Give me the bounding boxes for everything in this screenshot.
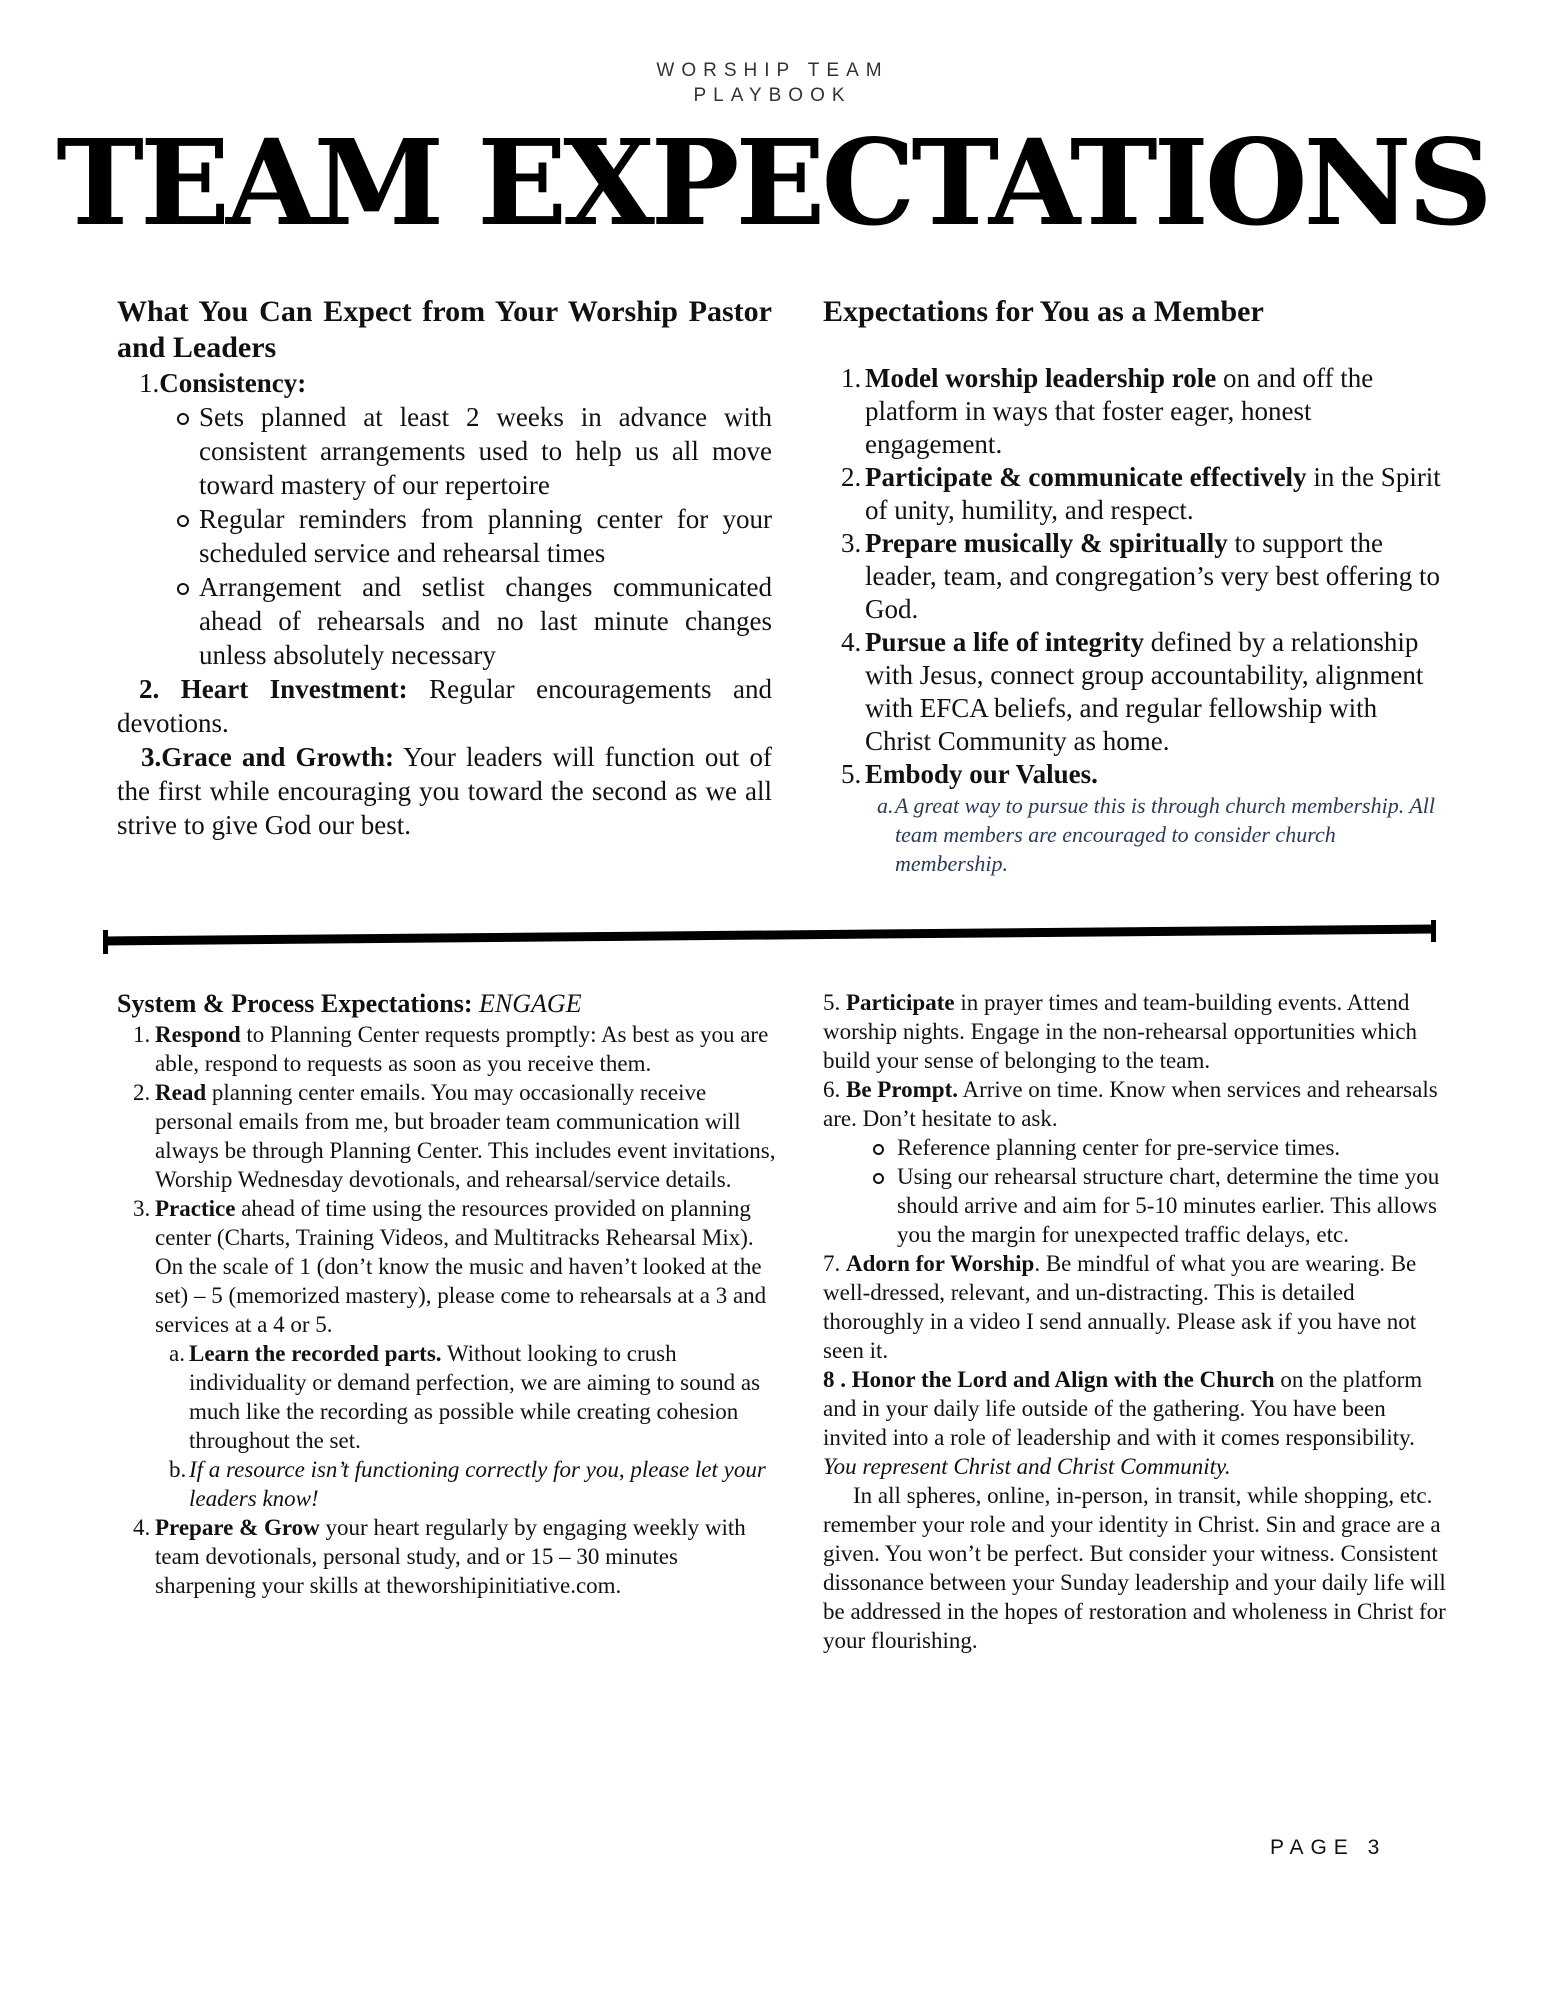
member-conduct-section [823,988,1448,1655]
bullet-item: Arrangement and setlist changes communicated ahead of rehearsals and no last minute changes unless absolutely necessary [117,570,772,672]
bullet-item: Sets planned at least 2 weeks in advance with consistent arrangements used to help us all move toward mastery of our repertoire [117,400,772,502]
list-item: 2. Participate & communicate effectively in the Spirit of unity, humility, and respect. [841,462,1441,525]
section-divider [103,920,1436,960]
list-item: 1. Respond to Planning Center requests promptly: As best as you are able, respond to requests as soon as you receive them. [133,1022,769,1076]
item-number: 3. [141,742,162,772]
list-item-heart-investment [117,672,772,740]
paragraph-spheres: In all spheres, online, in-person, in transit, while shopping, etc. remember your role and your identity in Christ. Sin and grace are a given. You won’t be perfect. But consider your witness. Consistent dissonance between your Sunday leadership and your daily life will be addressed in the hopes of restoration and wholeness in Christ for your flourishing. [823,1483,1446,1653]
list-item-consistency [117,366,772,400]
item-text: Regular encouragements and devotions. [117,674,772,738]
list-item: 3. Prepare musically & spiritually to support the leader, team, and congregation’s very best offering to God. [841,528,1440,624]
item-text: Your leaders will function out of the first while encouraging you toward the second as we all strive to give God our best. [117,742,772,840]
list-item: 1. Model worship leadership role on and off the platform in ways that foster eager, honest engagement. [841,363,1374,459]
playbook-header [0,58,1545,108]
bullet-item: Reference planning center for pre-service times. [823,1133,1448,1162]
page-number: PAGE 3 [1270,1836,1387,1859]
consistency-bullets [117,400,772,672]
header-line-2: PLAYBOOK [693,85,852,106]
list-item: 3. Practice ahead of time using the resources provided on planning center (Charts, Training Videos, and Multitracks Rehearsal Mix). On the scale of 1 (don’t know the music and haven’t looked at the set) – 5 (memorized mastery), please come to rehearsals at a 3 and services at a 4 or 5. [133,1196,767,1337]
paragraph-adorn: 7. Adorn for Worship. Be mindful of what you are wearing. Be well-dressed, relevant, and un-distracting. This is detailed thoroughly in a video I send annually. Please ask if you have not seen it. [823,1251,1417,1363]
prompt-bullets [823,1133,1448,1249]
bullet-item: Using our rehearsal structure chart, determine the time you should arrive and aim for 5-10 minutes earlier. This allows you the margin for unexpected traffic delays, etc. [823,1162,1448,1249]
section-heading: System & Process Expectations: ENGAGE [117,989,582,1018]
leader-expectations-section [117,294,772,842]
list-item: 4. Prepare & Grow your heart regularly by engaging weekly with team devotionals, personal study, and or 15 – 30 minutes sharpening your skills at theworshipinitiative.com. [133,1515,746,1598]
sub-list-item: b. If a resource isn’t functioning correctly for you, please let your leaders know! [169,1457,766,1511]
item-label: Heart Investment: [180,674,408,704]
list-item: 5. Embody our Values. [841,759,1098,789]
section-heading: Expectations for You as a Member [823,295,1264,328]
system-process-section [117,988,782,1600]
page-title: TEAM EXPECTATIONS [56,113,1489,252]
item-number: 2. [139,674,160,704]
header-line-1: WORSHIP TEAM [656,60,889,81]
paragraph-be-prompt: 6. Be Prompt. Arrive on time. Know when services and rehearsals are. Don’t hesitate to ask. [823,1077,1438,1131]
member-expectations-section [823,294,1443,878]
list-item: 2. Read planning center emails. You may occasionally receive personal emails from me, but broader team communication will always be through Planning Center. This includes event invitations, Worship Wednesday devotionals, and rehearsal/service details. [133,1080,776,1192]
list-item-grace-growth [117,740,772,842]
item-label: Grace and Growth: [161,742,394,772]
paragraph-honor: 8 . Honor the Lord and Align with the Church on the platform and in your daily life outside of the gathering. You have been invited into a role of leadership and with it comes responsibility. You represent Christ and Christ Community. [823,1367,1423,1479]
section-heading: What You Can Expect from Your Worship Pastor and Leaders [117,295,772,364]
bullet-item: Regular reminders from planning center for your scheduled service and rehearsal times [117,502,772,570]
item-number: 1. [139,368,160,398]
list-item: 4. Pursue a life of integrity defined by a relationship with Jesus, connect group accountability, alignment with EFCA beliefs, and regular fellowship with Christ Community as home. [841,627,1424,756]
sub-list-item-membership: a. A great way to pursue this is through church membership. All team members are encouraged to consider church membership. [877,793,1435,876]
paragraph-participate: 5. Participate in prayer times and team-building events. Attend worship nights. Engage in the non-rehearsal opportunities which build your sense of belonging to the team. [823,990,1418,1073]
item-label: Consistency: [159,368,307,398]
sub-list-item: a. Learn the recorded parts. Without looking to crush individuality or demand perfection, we are aiming to sound as much like the recording as possible while creating cohesion throughout the set. [169,1341,761,1453]
